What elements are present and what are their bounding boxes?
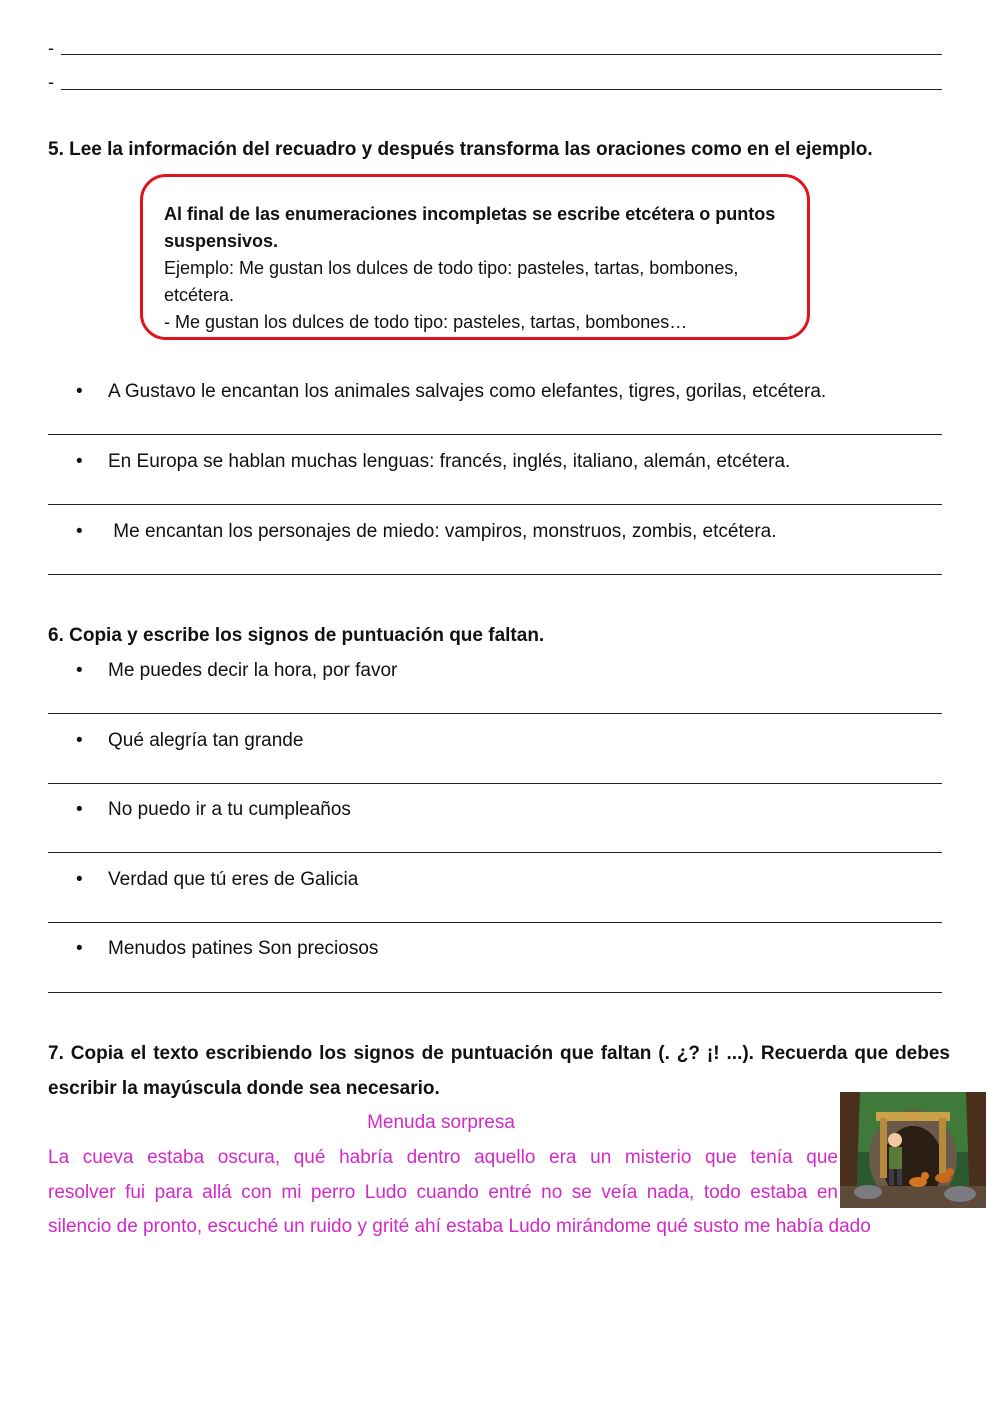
q6-sentence: Menudos patines Son preciosos	[108, 938, 379, 959]
answer-line	[61, 89, 942, 90]
answer-line	[48, 852, 942, 853]
bullet-icon: •	[76, 869, 83, 890]
example-result: - Me gustan los dulces de todo tipo: pasteles, tartas, bombones…	[164, 312, 688, 332]
bullet-icon: •	[76, 660, 83, 681]
example-text: Ejemplo: Me gustan los dulces de todo tipo: pasteles, tartas, bombones, etcétera.	[164, 258, 739, 305]
cave-illustration	[840, 1092, 986, 1208]
q6-sentence: Qué alegría tan grande	[108, 730, 304, 751]
q5-sentence: A Gustavo le encantan los animales salvajes como elefantes, tigres, gorilas, etcétera.	[108, 381, 827, 402]
bullet-icon: •	[76, 381, 83, 402]
story-line: La cueva estaba oscura, qué habría dentro aquello era un misterio que tenía que	[48, 1147, 838, 1168]
answer-line	[48, 574, 942, 575]
bullet-icon: •	[76, 730, 83, 751]
answer-line	[48, 992, 942, 993]
bullet-icon: •	[76, 521, 83, 542]
answer-line	[48, 922, 942, 923]
bullet-icon: •	[76, 938, 83, 959]
story-line: silencio de pronto, escuché un ruido y grité ahí estaba Ludo mirándome qué susto me había dado	[48, 1216, 871, 1237]
answer-line	[48, 504, 942, 505]
dash-marker: -	[48, 38, 54, 58]
bullet-icon: •	[76, 451, 83, 472]
question-6-heading: 6. Copia y escribe los signos de puntuación que faltan.	[48, 625, 545, 646]
question-7-heading: 7. Copia el texto escribiendo los signos de puntuación que faltan (. ¿? ¡! ...). Recuerda que debes escribir la mayúscula donde sea necesario.	[48, 1043, 950, 1099]
story-line: resolver fui para allá con mi perro Ludo cuando entré no se veía nada, todo estaba en	[48, 1182, 838, 1203]
rule-text: Al final de las enumeraciones incompletas se escribe etcétera o puntos suspensivos.	[164, 204, 776, 251]
q6-sentence: Verdad que tú eres de Galicia	[108, 869, 359, 890]
q6-sentence: Me puedes decir la hora, por favor	[108, 660, 398, 681]
answer-line	[48, 434, 942, 435]
q5-sentence: En Europa se hablan muchas lenguas: francés, inglés, italiano, alemán, etcétera.	[108, 451, 791, 472]
q6-sentence: No puedo ir a tu cumpleaños	[108, 799, 351, 820]
answer-line	[61, 54, 942, 55]
rule-box	[140, 174, 810, 340]
answer-line	[48, 713, 942, 714]
dash-marker: -	[48, 72, 54, 92]
answer-line	[48, 783, 942, 784]
bullet-icon: •	[76, 799, 83, 820]
story-title: Menuda sorpresa	[367, 1112, 515, 1133]
question-5-heading: 5. Lee la información del recuadro y después transforma las oraciones como en el ejemplo.	[48, 139, 873, 160]
q5-sentence: Me encantan los personajes de miedo: vampiros, monstruos, zombis, etcétera.	[108, 521, 777, 542]
